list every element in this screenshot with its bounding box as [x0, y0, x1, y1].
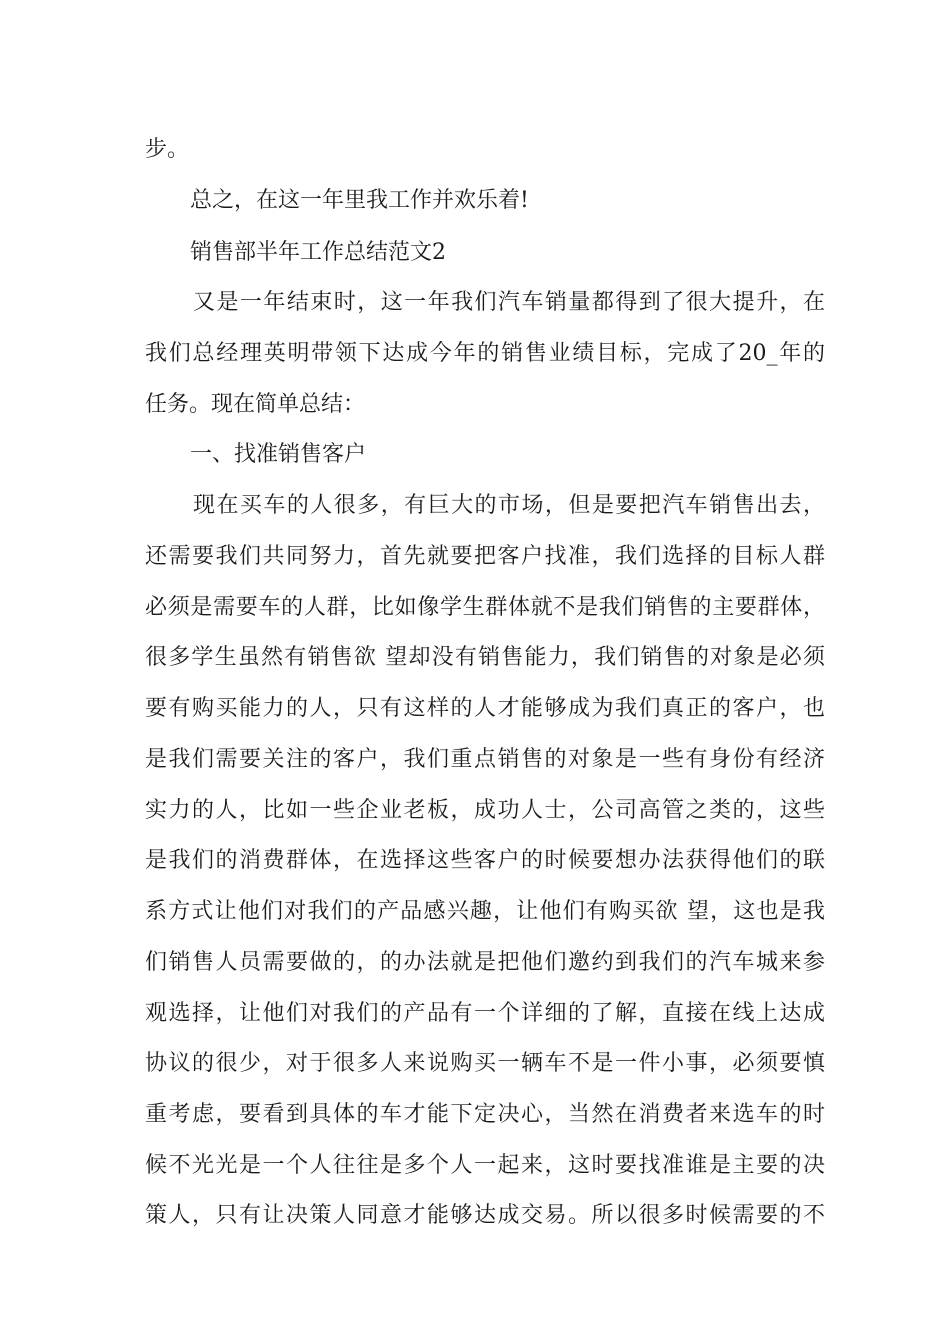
text-line: 是我们的消费群体，在选择这些客户的时候要想办法获得他们的联 — [145, 848, 825, 873]
text-line: 是我们需要关注的客户，我们重点销售的对象是一些有身份有经济 — [145, 747, 825, 772]
text-line: 策人，只有让决策人同意才能够达成交易。所以很多时候需要的不 — [145, 1203, 825, 1228]
text-line: 步。 — [145, 137, 190, 162]
text-line: 系方式让他们对我们的产品感兴趣，让他们有购买欲 望，这也是我 — [145, 899, 825, 924]
text-line: 总之，在这一年里我工作并欢乐着! — [190, 188, 529, 213]
text-line: 要有购买能力的人，只有这样的人才能够成为我们真正的客户，也 — [145, 696, 825, 721]
text-line: 协议的很少，对于很多人来说购买一辆车不是一件小事，必须要慎 — [145, 1051, 825, 1076]
text-line: 候不光光是一个人往往是多个人一起来，这时要找准谁是主要的决 — [145, 1153, 825, 1178]
text-line: 们销售人员需要做的，的办法就是把他们邀约到我们的汽车城来参 — [145, 950, 825, 975]
text-line: 我们总经理英明带领下达成今年的销售业绩目标，完成了20_年的 — [145, 341, 825, 366]
text-line: 观选择，让他们对我们的产品有一个详细的了解，直接在线上达成 — [145, 1001, 825, 1026]
text-line: 任务。现在简单总结： — [145, 392, 366, 417]
text-line: 必须是需要车的人群，比如像学生群体就不是我们销售的主要群体， — [145, 595, 825, 620]
text-line: 现在买车的人很多，有巨大的市场，但是要把汽车销售出去， — [193, 493, 825, 518]
text-line: 还需要我们共同努力，首先就要把客户找准，我们选择的目标人群 — [145, 544, 825, 569]
section-title: 销售部半年工作总结范文2 — [190, 240, 446, 265]
text-line: 实力的人，比如一些企业老板，成功人士，公司高管之类的，这些 — [145, 798, 825, 823]
text-line: 很多学生虽然有销售欲 望却没有销售能力，我们销售的对象是必须 — [145, 645, 825, 670]
text-line: 重考虑，要看到具体的车才能下定决心，当然在消费者来选车的时 — [145, 1102, 825, 1127]
section-heading: 一、找准销售客户 — [190, 442, 367, 467]
text-line: 又是一年结束时，这一年我们汽车销量都得到了很大提升，在 — [193, 290, 825, 315]
